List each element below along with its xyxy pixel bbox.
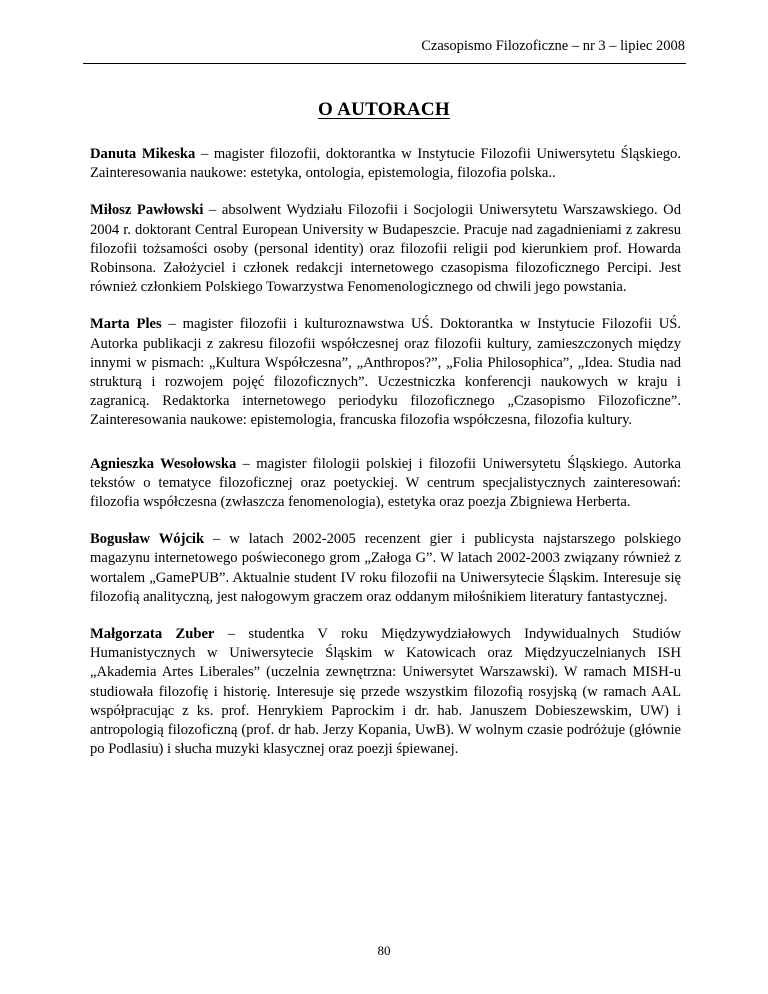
author-description: – studentka V roku Międzywydziałowych Indywidualnych Studiów Humanistycznych w Uniwersytecie Śląskim w Katowicach oraz Międzyuczelnianych ISH „Akademia Artes Liberales” (uczelnia zewnętrzna: Uniwersytet Warszawski). W ramach MISH-u studiowała filozofię i historię. Interesuje się przede wszystkim filozofią rosyjską (w ramach AAL współpracując z ks. prof. Henrykiem Paprockim i dr. hab. Januszem Dobieszewskim, UW) i antropologią filozoficzną (prof. dr hab. Jerzy Kopania, UwB). W wolnym czasie podróżuje (głównie po Podlasiu) i słucha muzyki klasycznej oraz poezji śpiewanej.	[90, 626, 681, 758]
author-name: Małgorzata Zuber	[90, 626, 215, 643]
author-description: – magister filologii polskiej i filozofii Uniwersytetu Śląskiego. Autorka tekstów o tematyce filozoficznej oraz poetyckiej. W centrum specjalistycznych zainteresowań: filozofia współczesna (zwłaszcza fenomenologia), estetyka oraz poezja Zbigniewa Herberta.	[90, 455, 681, 511]
author-name: Miłosz Pawłowski	[90, 202, 204, 219]
header-rule	[83, 63, 686, 64]
author-name: Agnieszka Wesołowska	[90, 455, 237, 472]
author-bio-ples	[90, 315, 681, 430]
author-bios	[90, 145, 681, 777]
author-description: – absolwent Wydziału Filozofii i Socjologii Uniwersytetu Warszawskiego. Od 2004 r. doktorant Central European University w Budapeszcie. Pracuje nad zagadnieniami z zakresu filozofii tożsamości osoby (personal identity) oraz filozofii religii pod kierunkiem prof. Howarda Robinsona. Założyciel i członek redakcji internetowego czasopisma filozoficznego Percipi. Jest również członkiem Polskiego Towarzystwa Fenomenologicznego od chwili jego powstania.	[90, 202, 681, 296]
author-description: – magister filozofii i kulturoznawstwa UŚ. Doktorantka w Instytucie Filozofii UŚ. Autorka publikacji z zakresu filozofii współczesnej oraz filozofii kultury, zamieszczonych między innymi w pismach: „Kultura Współczesna”, „Anthropos?”, „Folia Philosophica”, „Idea. Studia nad strukturą i rozwojem pojęć filozoficznych”. Uczestniczka konferencji naukowych w kraju i zagranicą. Redaktorka internetowego periodyku filozoficznego „Czasopismo Filozoficzne”. Zainteresowania naukowe: epistemologia, francuska filozofia współczesna, filozofia kultury.	[90, 316, 681, 429]
author-bio-wojcik	[90, 530, 681, 607]
author-bio-wesolowska	[90, 455, 681, 513]
author-bio-pawlowski	[90, 201, 681, 297]
running-header: Czasopismo Filozoficzne – nr 3 – lipiec 2008	[421, 38, 685, 54]
author-name: Bogusław Wójcik	[90, 531, 205, 548]
author-description: – magister filozofii, doktorantka w Instytucie Filozofii Uniwersytetu Śląskiego. Zainteresowania naukowe: estetyka, ontologia, epistemologia, filozofia polska..	[90, 146, 681, 182]
author-description: – w latach 2002-2005 recenzent gier i publicysta najstarszego polskiego magazynu internetowego poświeconego grom „Załoga G”. W latach 2002-2003 związany również z wortalem „GamePUB”. Aktualnie student IV roku filozofii na Uniwersytecie Śląskim. Interesuje się filozofią analityczną, jest nałogowym graczem oraz oddanym miłośnikiem literatury fantastycznej.	[90, 531, 681, 605]
page-number: 80	[377, 943, 391, 958]
author-name: Marta Ples	[90, 316, 162, 333]
author-bio-zuber	[90, 625, 681, 759]
author-bio-mikeska	[90, 145, 681, 183]
page-title: O AUTORACH	[318, 98, 450, 120]
author-name: Danuta Mikeska	[90, 146, 196, 162]
